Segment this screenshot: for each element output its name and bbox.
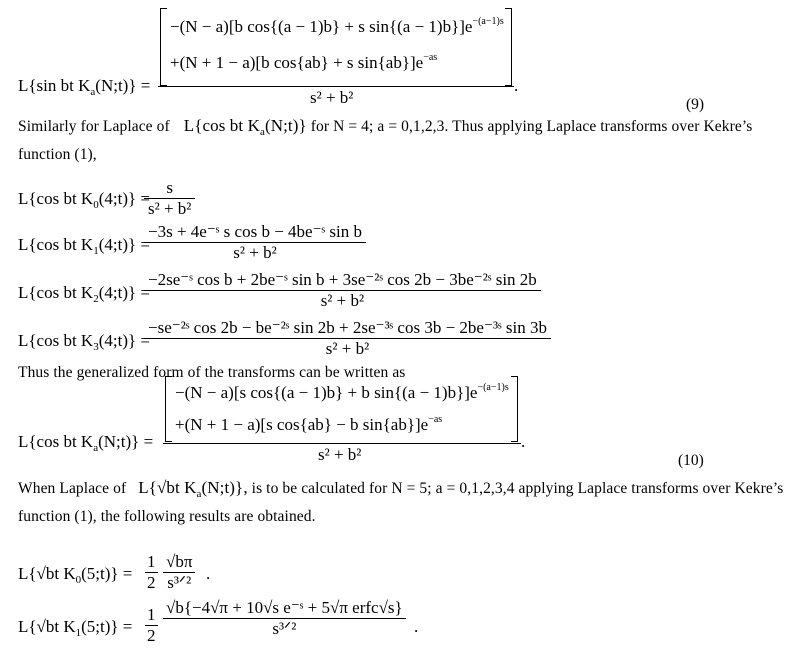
eqS0-coef-den: 2 xyxy=(147,573,156,592)
eqS1-denominator: s³ᐟ² xyxy=(163,618,406,639)
eq10-number: (10) xyxy=(678,452,704,469)
eq10-row2-exp: −as xyxy=(428,414,443,425)
eqK3-sub: 3 xyxy=(93,341,99,353)
eqK3-lhs-text: L{cos bt K xyxy=(18,331,94,350)
para1-math xyxy=(183,116,307,138)
eqS1-coef xyxy=(145,605,158,646)
eqK0-numerator: s xyxy=(166,178,174,197)
para3-math-sub: a xyxy=(196,488,202,500)
eqS0-numerator: √bπ xyxy=(166,552,193,571)
eq9-denominator: s² + b² xyxy=(310,88,354,107)
eqK2-numerator: −2se⁻ˢ cos b + 2be⁻ˢ sin b + 3se⁻²ˢ cos 2b − 3be⁻²ˢ sin 2b xyxy=(148,270,537,289)
eqK2-fraction xyxy=(144,270,541,311)
eq9-row1-exp: −(a−1)s xyxy=(472,16,504,27)
eqK1-lhs xyxy=(18,235,150,257)
eqK1-denominator: s² + b² xyxy=(144,242,366,263)
eqS0-dot: . xyxy=(206,564,211,583)
eqS0-coef xyxy=(145,552,158,593)
eqS0-coef-num: 1 xyxy=(147,552,156,571)
eqS1-sub: 1 xyxy=(75,627,82,639)
eq10-row1-exp: −(a−1)s xyxy=(477,382,509,393)
eq9-fraction-bar xyxy=(158,86,514,87)
eq9-bracket-left xyxy=(160,8,167,86)
eqK2-lhs-text: L{cos bt K xyxy=(18,283,94,302)
para3-math-tail: (N;t)}, xyxy=(201,478,248,497)
eq10-fraction-bar xyxy=(163,443,521,444)
eq10-bracket-left xyxy=(165,376,172,442)
eqK0-denominator: s² + b² xyxy=(144,198,195,219)
eqK3-numerator: −se⁻²ˢ cos 2b − be⁻²ˢ sin 2b + 2se⁻³ˢ cos 3b − 2be⁻³ˢ sin 3b xyxy=(148,318,547,337)
eq10-row2 xyxy=(175,414,442,435)
eqK2-denominator: s² + b² xyxy=(144,290,541,311)
eq9-row1-text: −(N − a)[b cos{(a − 1)b} + s sin{(a − 1)b}]e xyxy=(170,17,473,36)
para1-math-sub: a xyxy=(259,126,265,138)
para1-rest: for N = 4; a = 0,1,2,3. Thus applying Laplace transforms over Kekre’s xyxy=(310,118,753,135)
eqK2-sub: 2 xyxy=(93,293,99,305)
eqS0-fraction xyxy=(163,552,195,593)
eqS1-numerator: √b{−4√π + 10√s e⁻ˢ + 5√π erfc√s} xyxy=(166,598,403,617)
paragraph-following-results: function (1), the following results are obtained. xyxy=(18,508,316,525)
paragraph-line-2: function (1), xyxy=(18,146,97,163)
eqK2-lhs xyxy=(18,283,150,305)
eqS0-denominator: s³ᐟ² xyxy=(163,572,195,593)
eqS1-coef-den: 2 xyxy=(147,626,156,645)
eqK3-tail: (4;t)} = xyxy=(98,331,150,350)
eqS1-dot: . xyxy=(414,617,419,636)
para3-b: is to be calculated for N = 5; a = 0,1,2,3,4 applying Laplace transforms over Kekre’s xyxy=(251,480,784,497)
eqS0-lhs-text: L{√bt K xyxy=(18,564,76,583)
eq10-lhs-text: L{cos bt K xyxy=(18,432,94,451)
eq10-dot: . xyxy=(521,432,526,451)
eq9-row1 xyxy=(170,16,504,37)
eqK0-tail: (4;t)} = xyxy=(98,189,150,208)
eq9-lhs-sub: a xyxy=(90,86,96,98)
eqK3-fraction xyxy=(144,318,551,359)
eq10-row1-text: −(N − a)[s cos{(a − 1)b} + b sin{(a − 1)b}]e xyxy=(175,383,478,402)
eq10-lhs-tail: (N;t)} = xyxy=(98,432,154,451)
eqK1-tail: (4;t)} = xyxy=(98,235,150,254)
eq10-row1 xyxy=(175,382,509,403)
eqK0-lhs-text: L{cos bt K xyxy=(18,189,94,208)
paragraph-line-1 xyxy=(18,116,752,138)
eqK3-lhs xyxy=(18,331,150,353)
eq9-lhs-tail: (N;t)} = xyxy=(95,76,151,95)
para3-math-text: L{√bt K xyxy=(138,478,197,497)
eqK0-sub: 0 xyxy=(93,199,99,211)
eqS1-fraction xyxy=(163,598,406,639)
eqK2-tail: (4;t)} = xyxy=(98,283,150,302)
eq10-lhs-sub: a xyxy=(93,442,99,454)
eq10-denominator: s² + b² xyxy=(318,445,362,464)
eq10-lhs xyxy=(18,432,153,454)
eq9-row2-text: +(N + 1 − a)[b cos{ab} + s sin{ab}]e xyxy=(170,53,424,72)
paragraph-when-laplace xyxy=(18,478,783,500)
eqK0-lhs xyxy=(18,189,150,211)
eqK1-sub: 1 xyxy=(93,245,99,257)
eq9-lhs xyxy=(18,76,150,98)
eq9-row2-exp: −as xyxy=(423,52,438,63)
eqK3-denominator: s² + b² xyxy=(144,338,551,359)
eqS0-sub: 0 xyxy=(75,574,82,586)
para3-math xyxy=(138,478,248,500)
eqK1-fraction xyxy=(144,222,366,263)
eqK1-lhs-text: L{cos bt K xyxy=(18,235,94,254)
eqS1-tail: (5;t)} = xyxy=(81,617,133,636)
eqS0-lhs xyxy=(18,564,132,586)
eq10-bracket-right xyxy=(511,376,518,442)
eq9-lhs-text: L{sin bt K xyxy=(18,76,91,95)
eq9-dot: . xyxy=(514,76,519,95)
eqK0-fraction xyxy=(144,178,195,219)
eq10-row2-text: +(N + 1 − a)[s cos{ab} − b sin{ab}]e xyxy=(175,415,429,434)
para1-math-tail: (N;t)} xyxy=(264,116,307,135)
eq9-bracket-right xyxy=(505,8,512,86)
para1-text: Similarly for Laplace of xyxy=(18,118,170,135)
eq9-row2 xyxy=(170,52,437,73)
eqK1-numerator: −3s + 4e⁻ˢ s cos b − 4be⁻ˢ sin b xyxy=(148,222,363,241)
para1-math-text: L{cos bt K xyxy=(183,116,260,135)
paragraph-generalized: Thus the generalized form of the transforms can be written as xyxy=(18,364,406,381)
eq9-number: (9) xyxy=(686,96,705,113)
eqS1-lhs xyxy=(18,617,132,639)
eqS0-tail: (5;t)} = xyxy=(81,564,133,583)
eqS1-lhs-text: L{√bt K xyxy=(18,617,76,636)
eqS1-coef-num: 1 xyxy=(147,605,156,624)
para3-a: When Laplace of xyxy=(18,480,127,497)
